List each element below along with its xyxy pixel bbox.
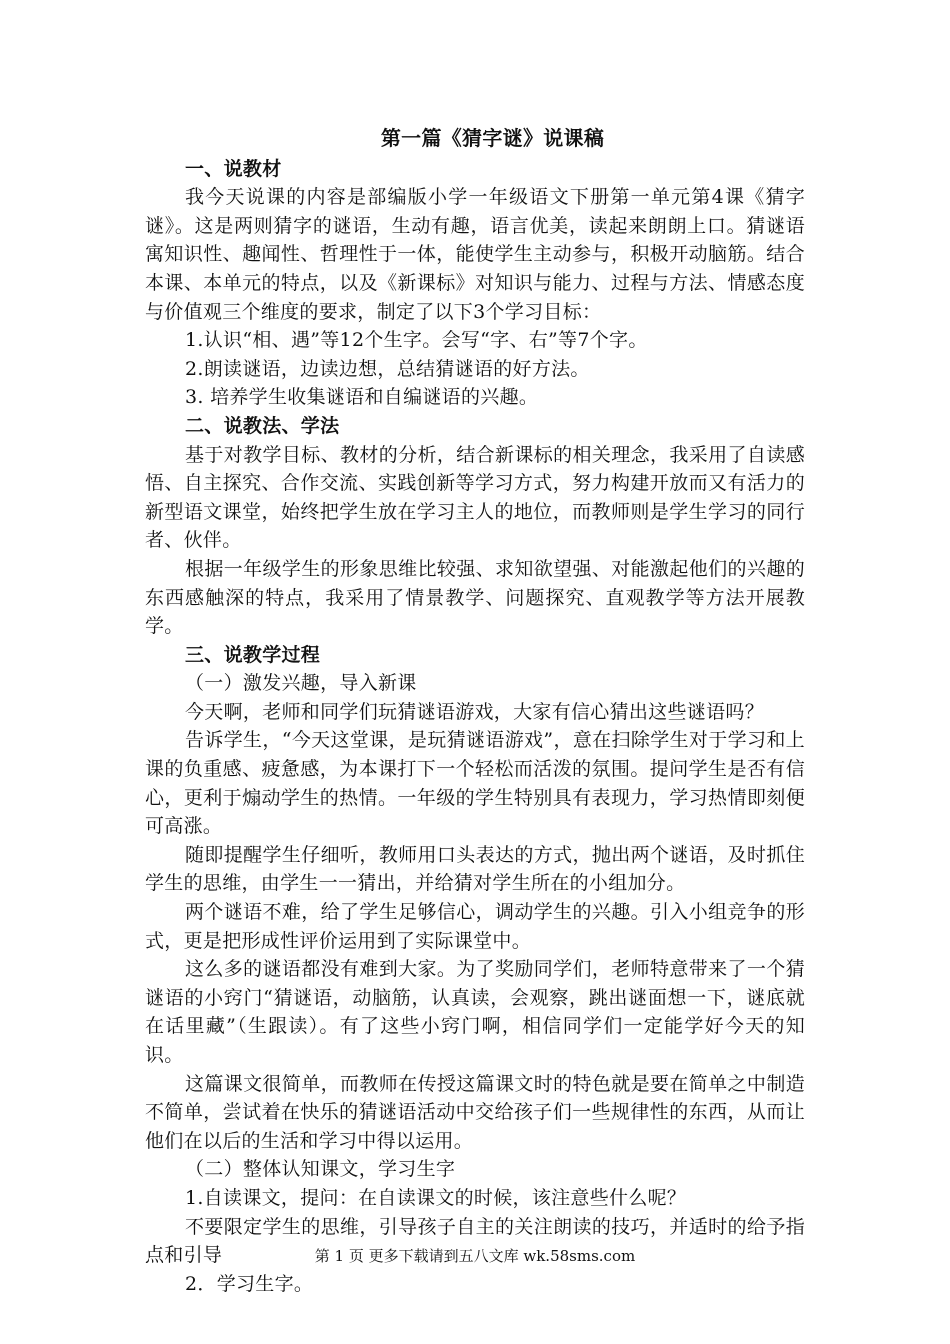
- subheading: （一）激发兴趣，导入新课: [185, 672, 417, 695]
- goal-item-2: 2.朗读谜语，边读边想，总结猜谜语的好方法。: [185, 357, 590, 380]
- section-heading-methods: 二、说教法、学法: [185, 414, 340, 437]
- paragraph: 今天啊，老师和同学们玩猜谜语游戏，大家有信心猜出这些谜语吗？: [185, 700, 765, 723]
- document-title: 第一篇《猜字谜》说课稿: [380, 126, 605, 150]
- paragraph: 我今天说课的内容是部编版小学一年级语文下册第一单元第4课《猜字谜》。这是两则猜字的谜语，生动有趣，语言优美，读起来朗朗上口。猜谜语寓知识性、趣闻性、哲理性于一体，能使学生主动参与，积极开动脑筋。结合本课、本单元的特点，以及《新课标》对知识与能力、过程与方法、情感态度与价值观三个维度的要求，制定了以下3个学习目标：: [145, 186, 805, 323]
- paragraph: 告诉学生，“今天这堂课，是玩猜谜语游戏”，意在扫除学生对于学习和上课的负重感、疲惫感，为本课打下一个轻松而活泼的氛围。提问学生是否有信心，更利于煽动学生的热情。一年级的学生特别具有表现力，学习热情即刻便可高涨。: [145, 729, 805, 838]
- paragraph: 不要限定学生的思维，引导孩子自主的关注朗读的技巧，并适时的给予指点和引导: [145, 1215, 805, 1267]
- paragraph: 根据一年级学生的形象思维比较强、求知欲望强、对能激起他们的兴趣的东西感触深的特点，我采用了情景教学、问题探究、直观教学等方法开展教学。: [145, 557, 805, 638]
- paragraph: 2．学习生字。: [185, 1272, 314, 1295]
- section-heading-teaching-material: 一、说教材: [185, 157, 282, 180]
- paragraph: 这篇课文很简单，而教师在传授这篇课文时的特色就是要在简单之中制造不简单，尝试着在快乐的猜谜语活动中交给孩子们一些规律性的东西，从而让他们在以后的生活和学习中得以运用。: [145, 1072, 805, 1152]
- document-body: [145, 124, 805, 1298]
- subheading: （二）整体认知课文，学习生字: [185, 1158, 456, 1181]
- paragraph: 两个谜语不难，给了学生足够信心，调动学生的兴趣。引入小组竞争的形式，更是把形成性评价运用到了实际课堂中。: [145, 901, 805, 952]
- page-footer: 第 1 页 更多下载请到五八文库 wk.58sms.com: [314, 1247, 636, 1265]
- paragraph: 1.自读课文，提问：在自读课文的时候，该注意些什么呢？: [185, 1186, 687, 1209]
- paragraph: 随即提醒学生仔细听，教师用口头表达的方式，抛出两个谜语，及时抓住学生的思维，由学生一一猜出，并给猜对学生所在的小组加分。: [145, 843, 805, 895]
- paragraph: 这么多的谜语都没有难到大家。为了奖励同学们，老师特意带来了一个猜谜语的小窍门“猜谜语，动脑筋，认真读，会观察，跳出谜面想一下，谜底就在话里藏”（生跟读）。有了这些小窍门啊，相信同学们一定能学好今天的知识。: [145, 958, 805, 1066]
- paragraph: 基于对教学目标、教材的分析，结合新课标的相关理念，我采用了自读感悟、自主探究、合作交流、实践创新等学习方式，努力构建开放而又有活力的新型语文课堂，始终把学生放在学习主人的地位，而教师则是学生学习的同行者、伙伴。: [145, 443, 805, 552]
- goal-item-3: 3. 培养学生收集谜语和自编谜语的兴趣。: [185, 386, 539, 409]
- goal-item-1: 1.认识“相、遇”等12个生字。会写“字、右”等7个字。: [185, 329, 648, 352]
- section-heading-process: 三、说教学过程: [185, 643, 321, 666]
